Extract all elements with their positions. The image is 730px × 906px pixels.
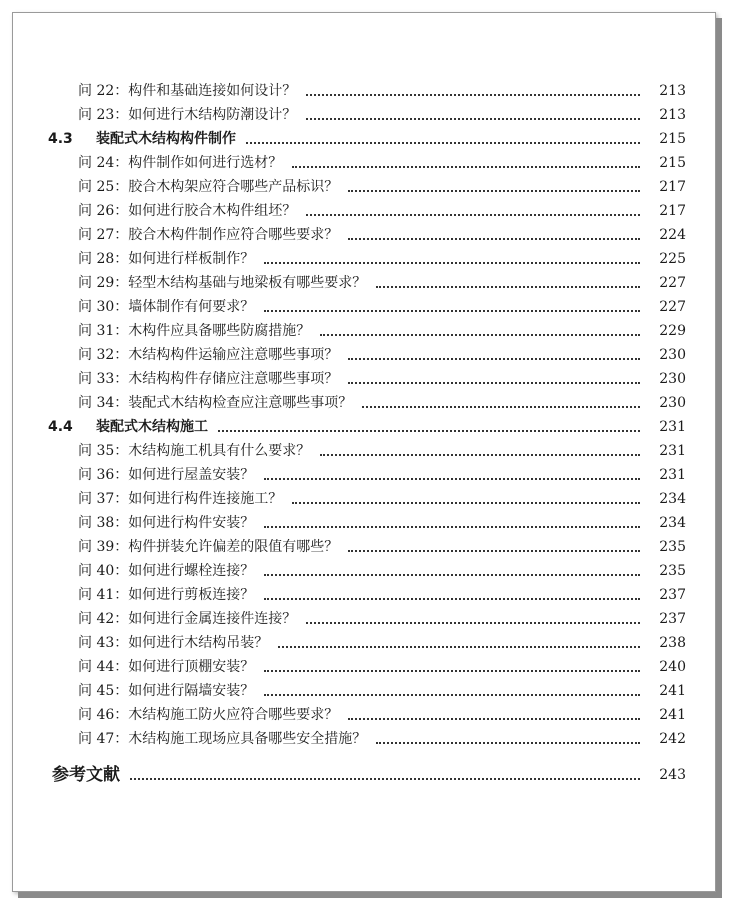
toc-entry-title: 问 43：如何进行木结构吊装？ <box>78 635 269 651</box>
dot-leader <box>348 550 640 552</box>
toc-entry-title: 问 41：如何进行剪板连接？ <box>78 587 255 603</box>
toc-entry-q39[interactable] <box>78 536 686 558</box>
references-title: 参考文献 <box>52 765 120 785</box>
dot-leader <box>348 190 640 192</box>
toc-entry-title: 问 37：如何进行构件连接施工？ <box>78 491 283 507</box>
toc-entry-page: 242 <box>659 731 686 747</box>
toc-entry-title: 问 42：如何进行金属连接件连接？ <box>78 611 297 627</box>
dot-leader <box>292 166 640 168</box>
toc-entry-page: 231 <box>659 419 686 435</box>
toc-entry-q25[interactable] <box>78 176 686 198</box>
dot-leader <box>264 574 640 576</box>
toc-entry-title: 问 33：木结构构件存储应注意哪些事项？ <box>78 371 339 387</box>
section-number: 4.3 <box>48 131 73 147</box>
toc-entry-title: 问 29：轻型木结构基础与地梁板有哪些要求？ <box>78 275 367 291</box>
toc-entry-q40[interactable] <box>78 560 686 582</box>
dot-leader <box>130 778 640 780</box>
toc-entry-q27[interactable] <box>78 224 686 246</box>
toc-entry-q37[interactable] <box>78 488 686 510</box>
section-title: 装配式木结构施工 <box>96 419 208 435</box>
toc-entry-title: 问 25：胶合木构架应符合哪些产品标识？ <box>78 179 339 195</box>
toc-entry-title: 问 27：胶合木构件制作应符合哪些要求？ <box>78 227 339 243</box>
dot-leader <box>376 742 640 744</box>
dot-leader <box>278 646 640 648</box>
toc-entry-title: 问 35：木结构施工机具有什么要求？ <box>78 443 311 459</box>
toc-entry-q44[interactable] <box>78 656 686 678</box>
toc-entry-title: 问 38：如何进行构件安装？ <box>78 515 255 531</box>
toc-entry-page: 230 <box>659 371 686 387</box>
dot-leader <box>376 286 640 288</box>
toc-entry-title: 问 31：木构件应具备哪些防腐措施？ <box>78 323 311 339</box>
toc-entry-page: 213 <box>659 107 686 123</box>
toc-entry-q24[interactable] <box>78 152 686 174</box>
toc-entry-page: 237 <box>659 587 686 603</box>
toc-entry-page: 230 <box>659 347 686 363</box>
section-title: 装配式木结构构件制作 <box>96 131 236 147</box>
toc-entry-page: 231 <box>659 467 686 483</box>
dot-leader <box>348 358 640 360</box>
toc-entry-page: 230 <box>659 395 686 411</box>
toc-entry-page: 234 <box>659 491 686 507</box>
toc-entry-q23[interactable] <box>78 104 686 126</box>
dot-leader <box>362 406 640 408</box>
toc-entry-page: 227 <box>659 275 686 291</box>
dot-leader <box>306 94 640 96</box>
toc-entry-title: 问 28：如何进行样板制作？ <box>78 251 255 267</box>
toc-entry-page: 227 <box>659 299 686 315</box>
toc-entry-q45[interactable] <box>78 680 686 702</box>
toc-entry-q26[interactable] <box>78 200 686 222</box>
toc-entry-page: 240 <box>659 659 686 675</box>
toc-entry-page: 234 <box>659 515 686 531</box>
toc-entry-page: 241 <box>659 683 686 699</box>
toc-entry-page: 237 <box>659 611 686 627</box>
dot-leader <box>264 694 640 696</box>
toc-entry-q38[interactable] <box>78 512 686 534</box>
toc-entry-q42[interactable] <box>78 608 686 630</box>
dot-leader <box>306 214 640 216</box>
toc-entry-page: 241 <box>659 707 686 723</box>
toc-entry-title: 问 39：构件拼装允许偏差的限值有哪些？ <box>78 539 339 555</box>
toc-entry-q22[interactable] <box>78 80 686 102</box>
toc-entry-title: 问 40：如何进行螺栓连接？ <box>78 563 255 579</box>
section-number: 4.4 <box>48 419 73 435</box>
toc-entry-page: 235 <box>659 563 686 579</box>
toc-section-4-4[interactable] <box>48 416 686 438</box>
toc-section-4-3[interactable] <box>48 128 686 150</box>
dot-leader <box>264 526 640 528</box>
toc-entry-q32[interactable] <box>78 344 686 366</box>
dot-leader <box>306 622 640 624</box>
toc-entry-title: 问 34：装配式木结构检查应注意哪些事项？ <box>78 395 353 411</box>
toc-entry-q47[interactable] <box>78 728 686 750</box>
toc-entry-page: 225 <box>659 251 686 267</box>
toc-entry-page: 238 <box>659 635 686 651</box>
toc-entry-page: 224 <box>659 227 686 243</box>
dot-leader <box>264 478 640 480</box>
dot-leader <box>320 454 640 456</box>
dot-leader <box>348 238 640 240</box>
toc-entry-title: 问 23：如何进行木结构防潮设计？ <box>78 107 297 123</box>
toc-entry-q34[interactable] <box>78 392 686 414</box>
toc-entry-page: 229 <box>659 323 686 339</box>
toc-entry-page: 217 <box>659 179 686 195</box>
toc-entry-title: 问 30：墙体制作有何要求？ <box>78 299 255 315</box>
toc-entry-page: 235 <box>659 539 686 555</box>
toc-references[interactable] <box>52 764 686 786</box>
toc-entry-title: 问 45：如何进行隔墙安装？ <box>78 683 255 699</box>
dot-leader <box>320 334 640 336</box>
dot-leader <box>348 382 640 384</box>
toc-entry-q33[interactable] <box>78 368 686 390</box>
dot-leader <box>292 502 640 504</box>
toc-entry-q30[interactable] <box>78 296 686 318</box>
toc-entry-title: 问 26：如何进行胶合木构件组坯？ <box>78 203 297 219</box>
toc-entry-page: 231 <box>659 443 686 459</box>
toc-entry-page: 215 <box>659 131 686 147</box>
toc-entry-q46[interactable] <box>78 704 686 726</box>
dot-leader <box>264 262 640 264</box>
toc-entry-page: 217 <box>659 203 686 219</box>
dot-leader <box>306 118 640 120</box>
toc-entry-title: 问 22：构件和基础连接如何设计？ <box>78 83 297 99</box>
toc-entry-title: 问 44：如何进行顶棚安装？ <box>78 659 255 675</box>
dot-leader <box>348 718 640 720</box>
dot-leader <box>264 670 640 672</box>
toc-entry-page: 213 <box>659 83 686 99</box>
toc-entry-q35[interactable] <box>78 440 686 462</box>
toc-entry-page: 243 <box>659 767 686 783</box>
toc-entry-q31[interactable] <box>78 320 686 342</box>
toc-entry-title: 问 47：木结构施工现场应具备哪些安全措施？ <box>78 731 367 747</box>
toc-entry-q43[interactable] <box>78 632 686 654</box>
dot-leader <box>264 310 640 312</box>
toc-entry-title: 问 32：木结构构件运输应注意哪些事项？ <box>78 347 339 363</box>
toc-entry-title: 问 36：如何进行屋盖安装？ <box>78 467 255 483</box>
toc-entry-q29[interactable] <box>78 272 686 294</box>
toc-entry-title: 问 46：木结构施工防火应符合哪些要求？ <box>78 707 339 723</box>
toc-entry-title: 问 24：构件制作如何进行选材？ <box>78 155 283 171</box>
toc-entry-q28[interactable] <box>78 248 686 270</box>
dot-leader <box>264 598 640 600</box>
toc-entry-q36[interactable] <box>78 464 686 486</box>
dot-leader <box>246 142 640 144</box>
dot-leader <box>218 430 640 432</box>
toc-entry-page: 215 <box>659 155 686 171</box>
toc-entry-q41[interactable] <box>78 584 686 606</box>
